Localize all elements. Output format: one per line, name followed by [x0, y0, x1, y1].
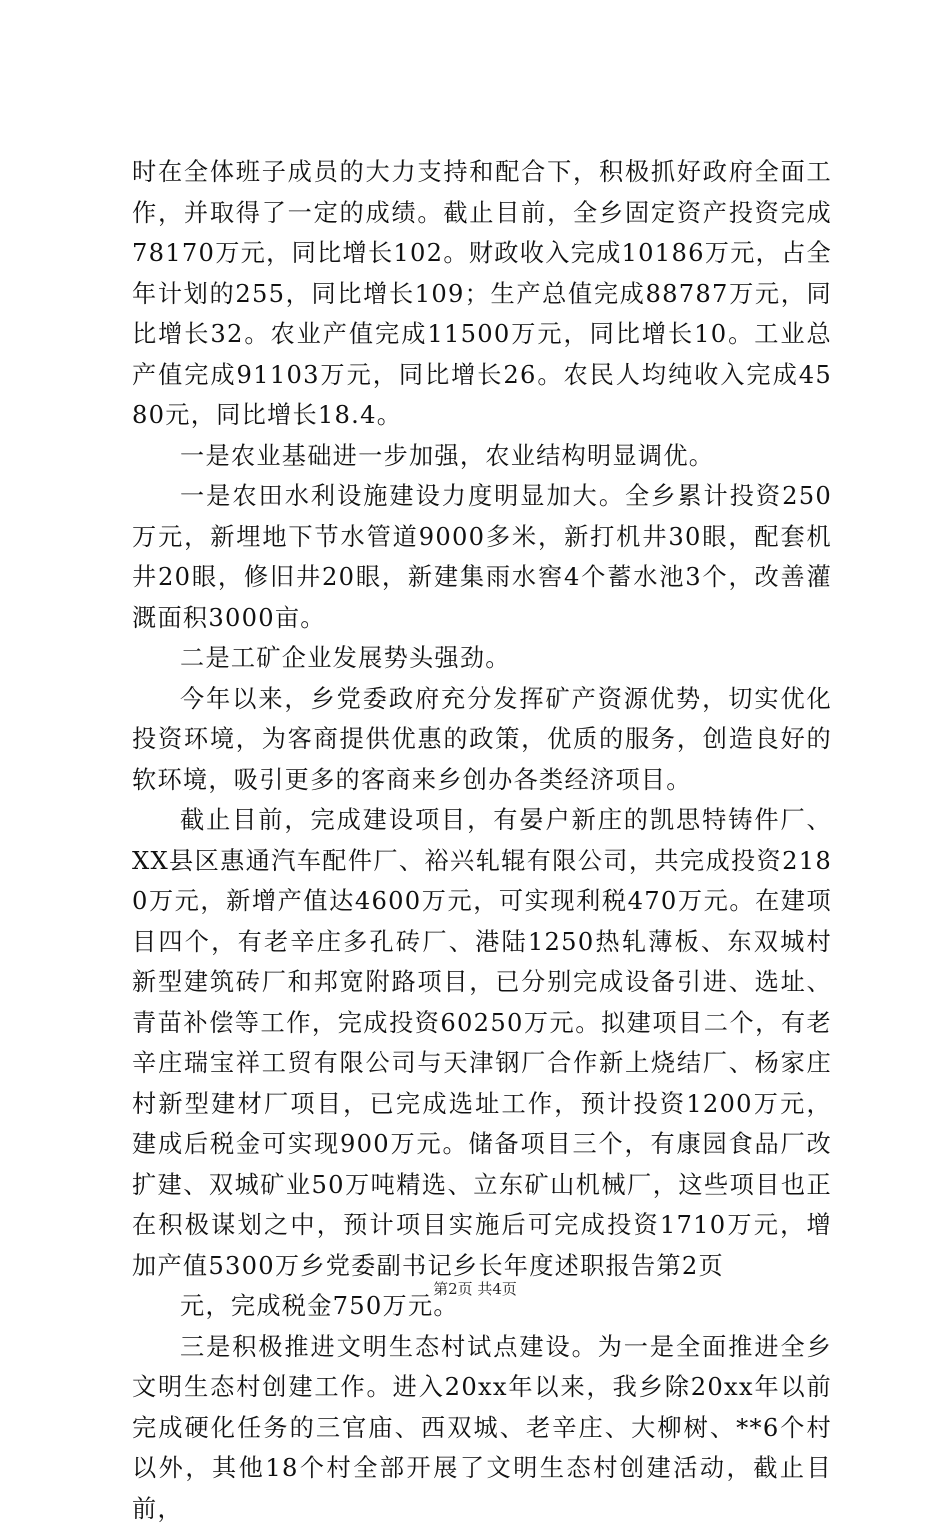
paragraph-tax-continuation: 元，完成税金750万元。: [132, 1286, 832, 1327]
paragraph-irrigation: 一是农田水利设施建设力度明显加大。全乡累计投资250万元，新埋地下节水管道9000多米，新打机井30眼，配套机井20眼，修旧井20眼，新建集雨水窖4个蓄水池3个，改善灌溉面积3000亩。: [132, 476, 832, 638]
page-footer: [0, 1279, 950, 1299]
paragraph-agriculture-heading: 一是农业基础进一步加强，农业结构明显调优。: [132, 436, 832, 477]
page-number-label: 第2页 共4页: [433, 1280, 517, 1298]
paragraph-industry-heading: 二是工矿企业发展势头强劲。: [132, 638, 832, 679]
paragraph-investment-environment: 今年以来，乡党委政府充分发挥矿产资源优势，切实优化投资环境，为客商提供优惠的政策，优质的服务，创造良好的软环境，吸引更多的客商来乡创办各类经济项目。: [132, 679, 832, 801]
paragraph-ecological-village: 三是积极推进文明生态村试点建设。为一是全面推进全乡文明生态村创建工作。进入20xx年以来，我乡除20xx年以前完成硬化任务的三官庙、西双城、老辛庄、大柳树、**6个村以外，其他18个村全部开展了文明生态村创建活动，截止目前，: [132, 1327, 832, 1529]
document-body: [132, 152, 832, 1529]
paragraph-projects: 截止目前，完成建设项目，有晏户新庄的凯思特铸件厂、XX县区惠通汽车配件厂、裕兴轧辊有限公司，共完成投资2180万元，新增产值达4600万元，可实现利税470万元。在建项目四个，有老辛庄多孔砖厂、港陆1250热轧薄板、东双城村新型建筑砖厂和邦宽附路项目，已分别完成设备引进、选址、青苗补偿等工作，完成投资60250万元。拟建项目二个，有老辛庄瑞宝祥工贸有限公司与天津钢厂合作新上烧结厂、杨家庄村新型建材厂项目，已完成选址工作，预计投资1200万元，建成后税金可实现900万元。储备项目三个，有康园食品厂改扩建、双城矿业50万吨精选、立东矿山机械厂，这些项目也正在积极谋划之中，预计项目实施后可完成投资1710万元，增加产值5300万乡党委副书记乡长年度述职报告第2页: [132, 800, 832, 1286]
paragraph-intro-summary: 时在全体班子成员的大力支持和配合下，积极抓好政府全面工作，并取得了一定的成绩。截止目前，全乡固定资产投资完成78170万元，同比增长102。财政收入完成10186万元，占全年计划的255，同比增长109；生产总值完成88787万元，同比增长32。农业产值完成11500万元，同比增长10。工业总产值完成91103万元，同比增长26。农民人均纯收入完成4580元，同比增长18.4。: [132, 152, 832, 436]
